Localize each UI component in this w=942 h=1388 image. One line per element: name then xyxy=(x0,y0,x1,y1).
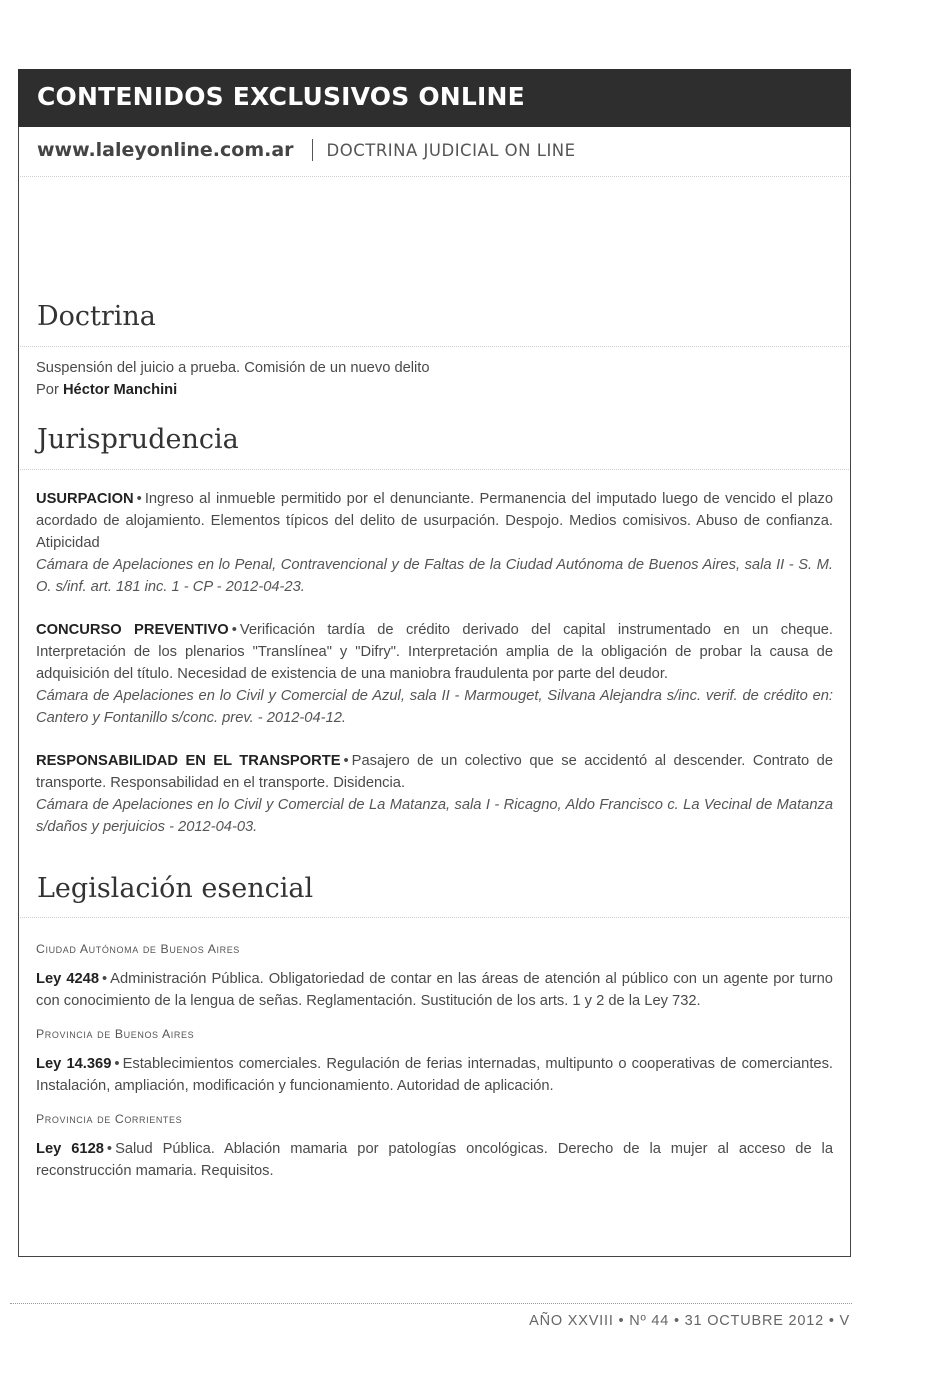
jurisprudencia-item[interactable] xyxy=(36,488,833,598)
law-text: Establecimientos comerciales. Regulación de ferias internadas, multipunto o cooperativas de comerciantes. Instalación, ampliación, modificación y funcionamiento. Autoridad de aplicación. xyxy=(36,1056,834,1094)
divider xyxy=(20,176,849,177)
law-item[interactable] xyxy=(36,968,833,1012)
item-citation: Cámara de Apelaciones en lo Penal, Contravencional y de Faltas de la Ciudad Autónoma de Buenos Aires, sala II - S. M. O. s/inf. art. 181 inc. 1 - CP - 2012-04-23. xyxy=(36,557,833,595)
footer-divider xyxy=(10,1303,852,1304)
item-citation: Cámara de Apelaciones en lo Civil y Comercial de Azul, sala II - Marmouget, Silvana Alejandra s/inc. verif. de crédito en: Cantero y Fontanillo s/conc. prev. - 2012-04-12. xyxy=(36,688,833,726)
item-keyword: CONCURSO PREVENTIVO xyxy=(36,622,229,638)
law-item[interactable] xyxy=(36,1138,833,1182)
jurisprudencia-heading: Jurisprudencia xyxy=(37,424,239,455)
law-text: Administración Pública. Obligatoriedad de contar en las áreas de atención al público con un agente por turno con conocimiento de la lengua de señas. Reglamentación. Sustitución de los arts. 1 y 2 de la Ley 732. xyxy=(36,971,833,1009)
law-number: Ley 6128 xyxy=(36,1141,104,1157)
bullet-icon: • xyxy=(106,1141,113,1157)
jurisprudencia-item[interactable] xyxy=(36,619,833,729)
law-item[interactable] xyxy=(36,1053,833,1097)
law-number: Ley 14.369 xyxy=(36,1056,112,1072)
jurisdiction-label: Ciudad Autónoma de Buenos Aires xyxy=(36,942,240,956)
jurisdiction-label: Provincia de Corrientes xyxy=(36,1112,183,1126)
item-keyword: USURPACION xyxy=(36,491,134,507)
divider xyxy=(20,917,849,918)
item-text: Verificación tardía de crédito derivado del capital instrumentado en un cheque. Interpretación de los plenarios "Translínea" y "Difry". Interpretación amplia de la obligación de probar la causa de adquisición del título. Necesidad de existencia de una maniobra fraudulenta por parte del deudor. xyxy=(36,622,833,682)
legislacion-heading: Legislación esencial xyxy=(37,873,314,904)
bullet-icon: • xyxy=(136,491,142,507)
bullet-icon: • xyxy=(102,971,108,987)
header-title: CONTENIDOS EXCLUSIVOS ONLINE xyxy=(37,82,525,111)
author-name: Héctor Manchini xyxy=(62,382,178,398)
author-prefix: Por xyxy=(36,382,59,398)
doctrina-heading: Doctrina xyxy=(37,301,156,332)
jurisdiction-label: Provincia de Buenos Aires xyxy=(36,1027,195,1041)
law-number: Ley 4248 xyxy=(36,971,99,987)
article-title[interactable]: Suspensión del juicio a prueba. Comisión de un nuevo delito xyxy=(36,360,430,376)
divider xyxy=(20,346,849,347)
bullet-icon: • xyxy=(231,622,237,638)
section-label: DOCTRINA JUDICIAL ON LINE xyxy=(326,140,576,160)
item-text: Ingreso al inmueble permitido por el denunciante. Permanencia del imputado luego de vencido el plazo acordado de alojamiento. Elementos típicos del delito de usurpación. Despojo. Medios comisivos. Abuso de confianza. Atipicidad xyxy=(36,491,833,551)
separator xyxy=(312,139,313,161)
law-text: Salud Pública. Ablación mamaria por patologías oncológicas. Derecho de la mujer al acceso de la reconstrucción mamaria. Requisitos. xyxy=(36,1141,833,1179)
item-citation: Cámara de Apelaciones en lo Civil y Comercial de La Matanza, sala I - Ricagno, Aldo Francisco c. La Vecinal de Matanza s/daños y perjuicios - 2012-04-03. xyxy=(36,797,833,835)
divider xyxy=(20,469,849,470)
article-author-line xyxy=(36,379,833,401)
web-line xyxy=(37,139,576,161)
bullet-icon: • xyxy=(114,1056,120,1072)
legislacion-list xyxy=(36,938,833,1193)
bullet-icon: • xyxy=(343,753,349,769)
jurisprudencia-list xyxy=(36,488,833,859)
jurisprudencia-item[interactable] xyxy=(36,750,833,838)
item-keyword: RESPONSABILIDAD EN EL TRANSPORTE xyxy=(36,753,341,769)
doctrina-article[interactable] xyxy=(36,357,833,401)
page-footer: AÑO XXVIII • Nº 44 • 31 OCTUBRE 2012 • V xyxy=(529,1313,850,1329)
item-text: Pasajero de un colectivo que se accidentó al descender. Contrato de transporte. Responsabilidad en el transporte. Disidencia. xyxy=(36,753,833,791)
website-link[interactable]: www.laleyonline.com.ar xyxy=(37,139,294,161)
